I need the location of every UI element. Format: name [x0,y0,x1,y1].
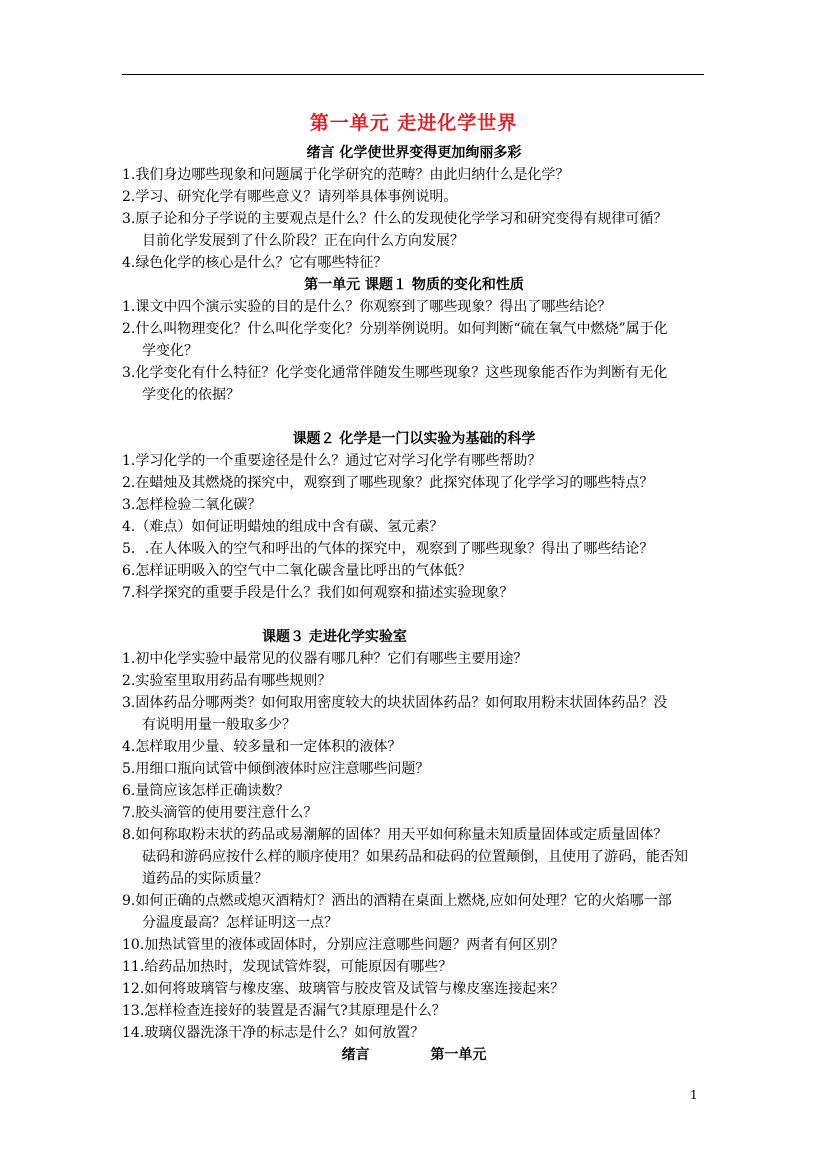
question-item: 3.原子论和分子学说的主要观点是什么？什么的发现使化学学习和研究变得有规律可循？ 目前化学发展到了什么阶段？正在向什么方向发展？ [122,211,668,249]
question-item: 1.初中化学实验中最常见的仪器有哪几种？它们有哪些主要用途？ [122,651,528,667]
question-item: 4.（难点）如何证明蜡烛的组成中含有碳、氢元素？ [122,519,444,535]
question-item: 2.实验室里取用药品有哪些规则？ [122,673,332,689]
footer-right-heading: 第一单元 [430,1047,487,1063]
page-title: 第一单元 走进化学世界 [309,112,518,134]
header-rule [122,74,704,75]
footer-left-heading: 绪言 [341,1047,370,1063]
question-item: 1.学习化学的一个重要途径是什么？通过它对学习化学有哪些帮助？ [122,453,542,469]
question-item: 13.怎样检查连接好的装置是否漏气?其原理是什么？ [122,1003,446,1019]
question-item: 2.什么叫物理变化？什么叫化学变化？分别举例说明。如何判断“硫在氧气中燃烧”属于化 学变化？ [122,321,668,359]
question-item: 7.科学探究的重要手段是什么？我们如何观察和描述实验现象？ [122,585,514,601]
question-item: 5．.在人体吸入的空气和呼出的气体的探究中，观察到了哪些现象？得出了哪些结论？ [122,541,654,557]
question-item: 5.用细口瓶向试管中倾倒液体时应注意哪些问题？ [122,761,430,777]
question-item: 1.我们身边哪些现象和问题属于化学研究的范畴？由此归纳什么是化学？ [122,167,570,183]
question-item: 3.化学变化有什么特征？化学变化通常伴随发生哪些现象？这些现象能否作为判断有无化 学变化的依据？ [122,365,668,403]
question-item: 4.绿色化学的核心是什么？它有哪些特征？ [122,255,388,271]
question-item: 8.如何称取粉末状的药品或易潮解的固体？用天平如何称量未知质量固体或定质量固体？ 砝码和游码应按什么样的顺序使用？如果药品和砝码的位置颠倒，且使用了游码，能否知 道药品的实际质量？ [122,827,688,887]
question-item: 6.怎样证明吸入的空气中二氧化碳含量比呼出的气体低？ [122,563,472,579]
question-item: 7.胶头滴管的使用要注意什么？ [122,805,318,821]
question-item: 12.如何将玻璃管与橡皮塞、玻璃管与胶皮管及试管与橡皮塞连接起来？ [122,981,565,997]
question-item: 9.如何正确的点燃或熄灭酒精灯？洒出的酒精在桌面上燃烧,应如何处理？它的火焰哪一部 分温度最高？怎样证明这一点？ [122,893,672,931]
question-item: 14.玻璃仪器洗涤干净的标志是什么？如何放置？ [122,1025,425,1041]
question-item: 11.给药品加热时，发现试管炸裂，可能原因有哪些？ [122,959,453,975]
section-heading-lesson3: 课题３ 走进化学实验室 [262,629,407,645]
question-item: 3.怎样检验二氧化碳？ [122,497,262,513]
section-heading-intro: 绪言 化学使世界变得更加绚丽多彩 [306,145,522,161]
question-item: 2.学习、研究化学有哪些意义？请列举具体事例说明。 [122,189,458,205]
question-item: 4.怎样取用少量、较多量和一定体积的液体？ [122,739,402,755]
question-item: 6.量筒应该怎样正确读数？ [122,783,290,799]
question-item: 1.课文中四个演示实验的目的是什么？你观察到了哪些现象？得出了哪些结论？ [122,299,612,315]
question-item: 10.加热试管里的液体或固体时，分别应注意哪些问题？两者有何区别？ [122,937,565,953]
document-body [122,142,706,1066]
page-number: 1 [690,1088,698,1102]
question-item: 3.固体药品分哪两类？如何取用密度较大的块状固体药品？如何取用粉末状固体药品？没 有说明用量一般取多少？ [122,695,668,733]
section-heading-lesson1: 第一单元 课题１ 物质的变化和性质 [304,277,524,293]
section-heading-lesson2: 课题２ 化学是一门以实验为基础的科学 [292,431,536,447]
footer-headings [122,1044,706,1066]
question-item: 2.在蜡烛及其燃烧的探究中，观察到了哪些现象？此探究体现了化学学习的哪些特点？ [122,475,654,491]
